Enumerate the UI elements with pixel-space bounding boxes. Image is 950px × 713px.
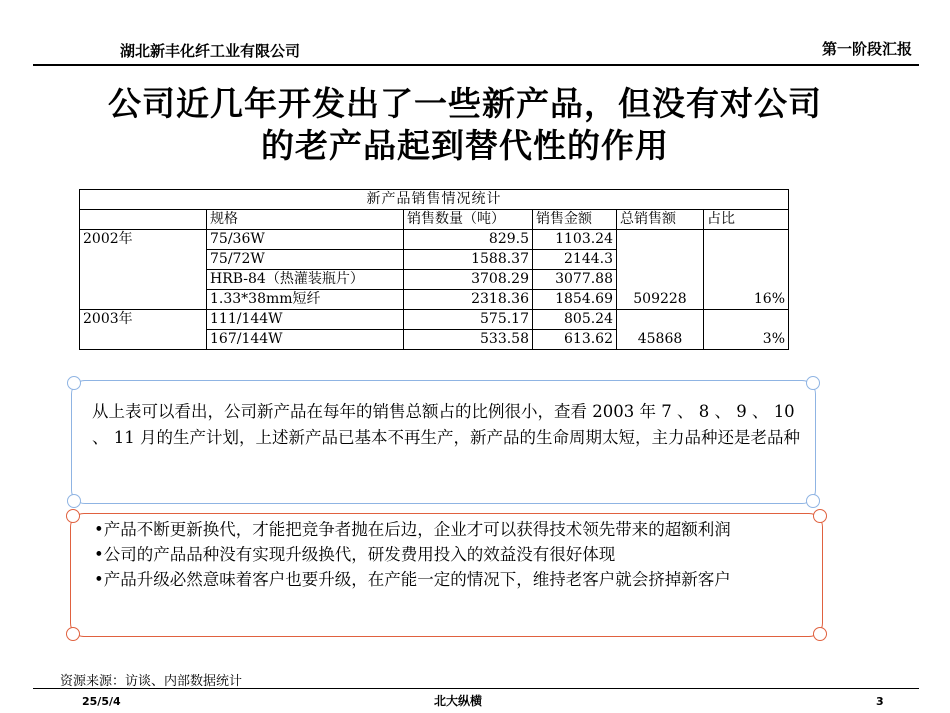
report-stage: 第一阶段汇报 [822,40,913,58]
year-cell: 2003年 [80,310,207,350]
qty-cell: 3708.29 [404,270,533,290]
column-header: 总销售额 [617,210,704,230]
scroll-curl [806,494,820,508]
source-note: 资源来源：访谈、内部数据统计 [60,674,243,689]
spec-cell: HRB-84（热灌装瓶片） [207,270,404,290]
qty-cell: 1588.37 [404,250,533,270]
spec-cell: 75/36W [207,230,404,250]
footer-divider [33,688,919,689]
company-name: 湖北新丰化纤工业有限公司 [120,42,301,60]
scroll-curl [813,627,827,641]
slide-title-line-2: 的老产品起到替代性的作用 [261,126,669,165]
spec-cell: 1.33*38mm短纤 [207,290,404,310]
year-cell: 2002年 [80,230,207,310]
spec-cell: 111/144W [207,310,404,330]
amount-cell: 805.24 [533,310,617,330]
qty-cell: 829.5 [404,230,533,250]
total-cell: 45868 [617,310,704,350]
list-item: •产品升级必然意味着客户也要升级，在产能一定的情况下，维持老客户就会挤掉新客户 [94,570,731,589]
qty-cell: 575.17 [404,310,533,330]
insights-list [94,517,809,592]
share-cell: 16% [704,230,789,310]
scroll-curl [67,494,81,508]
scroll-curl [67,376,81,390]
sales-table [79,189,789,350]
amount-cell: 613.62 [533,330,617,350]
amount-cell: 2144.3 [533,250,617,270]
spec-cell: 167/144W [207,330,404,350]
scroll-curl [66,509,80,523]
amount-cell: 3077.88 [533,270,617,290]
scroll-curl [66,627,80,641]
qty-cell: 533.58 [404,330,533,350]
table-header-row [80,210,789,230]
share-cell: 3% [704,310,789,350]
column-header: 占比 [704,210,789,230]
total-cell: 509228 [617,230,704,310]
scroll-curl [813,509,827,523]
column-header: 规格 [207,210,404,230]
table-caption: 新产品销售情况统计 [80,190,789,210]
scroll-curl [806,376,820,390]
conclusion-text: 从上表可以看出，公司新产品在每年的销售总额占的比例很小，查看 2003 年 7 、 8 、 9 、 10 、 11 月的生产计划，上述新产品已基本不再生产，新产品的生命周期太短，主力品种还是老品种 [92,402,800,447]
table-caption-row [80,190,789,210]
amount-cell: 1103.24 [533,230,617,250]
page-number: 3 [876,695,884,708]
footer-organization: 北大纵横 [434,694,483,708]
table-row [80,310,789,330]
spec-cell: 75/72W [207,250,404,270]
slide-title-line-1: 公司近几年开发出了一些新产品，但没有对公司 [108,84,822,123]
qty-cell: 2318.36 [404,290,533,310]
column-header: 销售金额 [533,210,617,230]
list-item: •公司的产品品种没有实现升级换代，研发费用投入的效益没有很好体现 [94,545,616,564]
footer-date: 25/5/4 [82,695,121,708]
column-header [80,210,207,230]
column-header: 销售数量（吨） [404,210,533,230]
header-divider [33,64,919,66]
list-item: •产品不断更新换代，才能把竞争者抛在后边，企业才可以获得技术领先带来的超额利润 [94,520,731,539]
table-row [80,230,789,250]
amount-cell: 1854.69 [533,290,617,310]
